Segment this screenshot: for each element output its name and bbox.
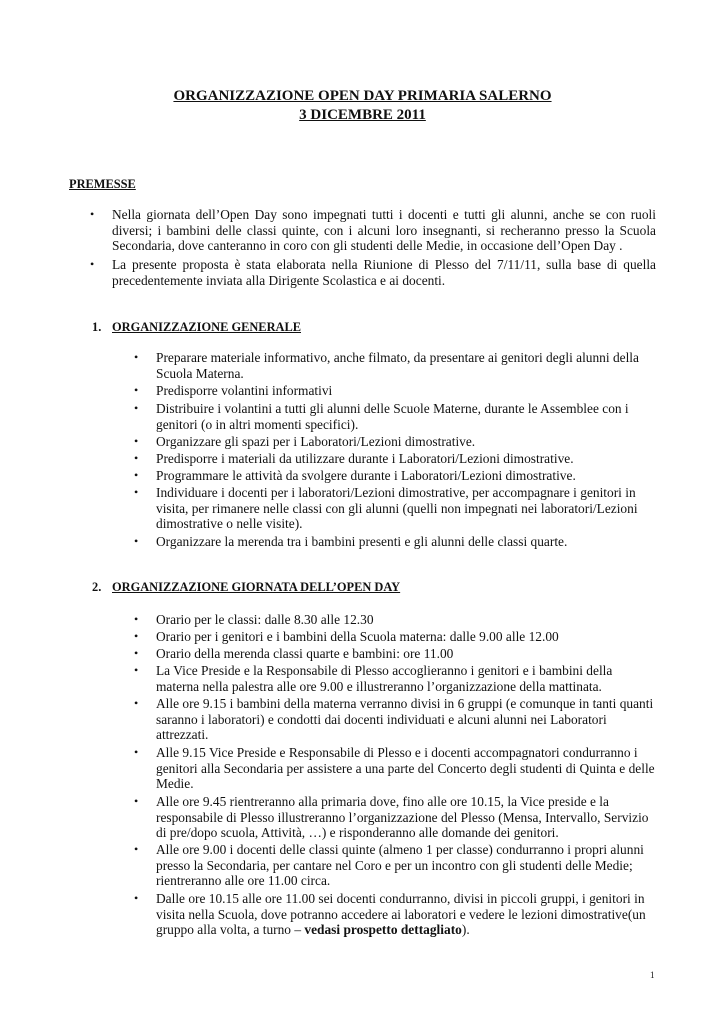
list-item-text: La presente proposta è stata elaborata nella Riunione di Plesso del 7/11/11, sulla base di quella precedentemente inviata alla Dirigente Scolastica e ai docenti. [112,257,656,288]
list-item [134,350,656,381]
list-item-text: Organizzare la merenda tra i bambini presenti e gli alunni delle classi quarte. [156,534,568,549]
list-item [134,383,656,399]
bullet-icon: • [134,468,139,482]
list-item-text: Alle ore 9.00 i docenti delle classi quinte (almeno 1 per classe) condurranno i propri alunni presso la Secondaria, per cantare nel Coro e per un incontro con gli studenti delle Medie; rientreranno alle ore 11.00 circa. [156,842,644,889]
list-item-text: Distribuire i volantini a tutti gli alunni delle Scuole Materne, durante le Assemblee con i genitori (o in altri momenti specifici). [156,401,629,432]
highlight-text: vedasi prospetto dettagliato [304,922,462,938]
list-item-text: La Vice Preside e la Responsabile di Plesso accoglieranno i genitori e i bambini della materna nella palestra alle ore 9.00 e illustreranno l’organizzazione della mattinata. [156,663,613,694]
section-number: 1. [92,320,102,334]
list-item [134,434,656,450]
list-item-tail: ). [461,922,470,938]
list-item [134,663,656,694]
list-item-text: Orario per le classi: dalle 8.30 alle 12.30 [156,612,374,627]
bullet-icon: • [134,629,139,643]
list-item-text: Organizzare gli spazi per i Laboratori/Lezioni dimostrative. [156,434,476,449]
list-item-text: Individuare i docenti per i laboratori/Lezioni dimostrative, per accompagnare i genitori in visita, per rimanere nelle classi con gli alunni (quelli non impegnati nei laboratori/Lezioni dimostrative o nelle visite). [156,485,638,532]
list-item-text: Programmare le attività da svolgere durante i Laboratori/Lezioni dimostrative. [156,468,576,483]
list-item-text: Alle ore 9.15 i bambini della materna verranno divisi in 6 gruppi (e comunque in tanti quanti saranno i laboratori) e condotti dai docenti individuati e alcuni alunni nei Laboratori attrezzati. [156,696,654,743]
bullet-icon: • [134,891,139,905]
bullet-icon: • [134,485,139,499]
bullet-icon: • [134,534,139,548]
bullet-icon: • [134,451,139,465]
bullet-icon: • [134,663,139,677]
document-date: 3 DICEMBRE 2011 [299,107,426,123]
list-item [134,745,656,792]
list-item-text: Orario della merenda classi quarte e bambini: ore 11.00 [156,646,454,661]
list-item [134,468,656,484]
list-item [134,612,656,628]
list-item [134,842,656,889]
section-number: 2. [92,580,102,594]
bullet-icon: • [134,350,139,364]
bullet-icon: • [134,696,139,710]
section-heading: ORGANIZZAZIONE GIORNATA DELL’OPEN DAY [112,580,401,594]
list-item [134,451,656,467]
list-item-text: Dalle ore 10.15 alle ore 11.00 sei docenti condurranno, divisi in piccoli gruppi, i genitori in visita nella Scuola, dove potranno accedere ai laboratori e vedere le lezioni dimostrative(un gruppo alla volta, a turno – [156,891,646,938]
list-item-text: Orario per i genitori e i bambini della Scuola materna: dalle 9.00 alle 12.00 [156,629,559,644]
list-item [134,891,656,938]
list-item [134,696,656,743]
list-item [134,401,656,432]
bullet-icon: • [134,794,139,808]
section-heading: ORGANIZZAZIONE GENERALE [112,320,301,334]
bullet-icon: • [134,401,139,415]
list-item [134,534,656,550]
bullet-icon: • [134,646,139,660]
document-title: ORGANIZZAZIONE OPEN DAY PRIMARIA SALERNO [173,88,552,104]
list-item-text: Preparare materiale informativo, anche filmato, da presentare ai genitori degli alunni della Scuola Materna. [156,350,639,381]
bullet-icon: • [134,612,139,626]
list-item-text: Nella giornata dell’Open Day sono impegnati tutti i docenti e tutti gli alunni, anche se con ruoli diversi; i bambini delle classi quinte, con i alcuni loro insegnanti, si recheranno presso la Scuola Secondaria, dove canteranno in coro con gli studenti delle Medie, in occasione dell’Open Day . [112,207,656,254]
list-item [134,485,656,532]
bullet-icon: • [134,434,139,448]
bullet-icon: • [134,383,139,397]
list-item-text: Alle ore 9.45 rientreranno alla primaria dove, fino alle ore 10.15, la Vice preside e la responsabile di Plesso illustreranno l’organizzazione del Plesso (Mensa, Intervallo, Servizio di pre/dopo scuola, Attività, …) e risponderanno alle domande dei genitori. [156,794,649,841]
page-number: 1 [650,970,655,980]
list-item [134,794,656,841]
list-item [90,207,656,254]
list-item-text: Predisporre volantini informativi [156,383,333,398]
list-item [134,629,656,645]
premesse-heading: PREMESSE [69,177,136,191]
bullet-icon: • [134,842,139,856]
list-item [90,257,656,288]
list-item [134,646,656,662]
bullet-icon: • [134,745,139,759]
bullet-icon: • [90,207,95,221]
bullet-icon: • [90,257,95,271]
list-item-text: Alle 9.15 Vice Preside e Responsabile di Plesso e i docenti accompagnatori condurranno i genitori alla Secondaria per assistere a una parte del Concerto degli studenti di Quinta e delle Medie. [156,745,655,792]
list-item-text: Predisporre i materiali da utilizzare durante i Laboratori/Lezioni dimostrative. [156,451,574,466]
